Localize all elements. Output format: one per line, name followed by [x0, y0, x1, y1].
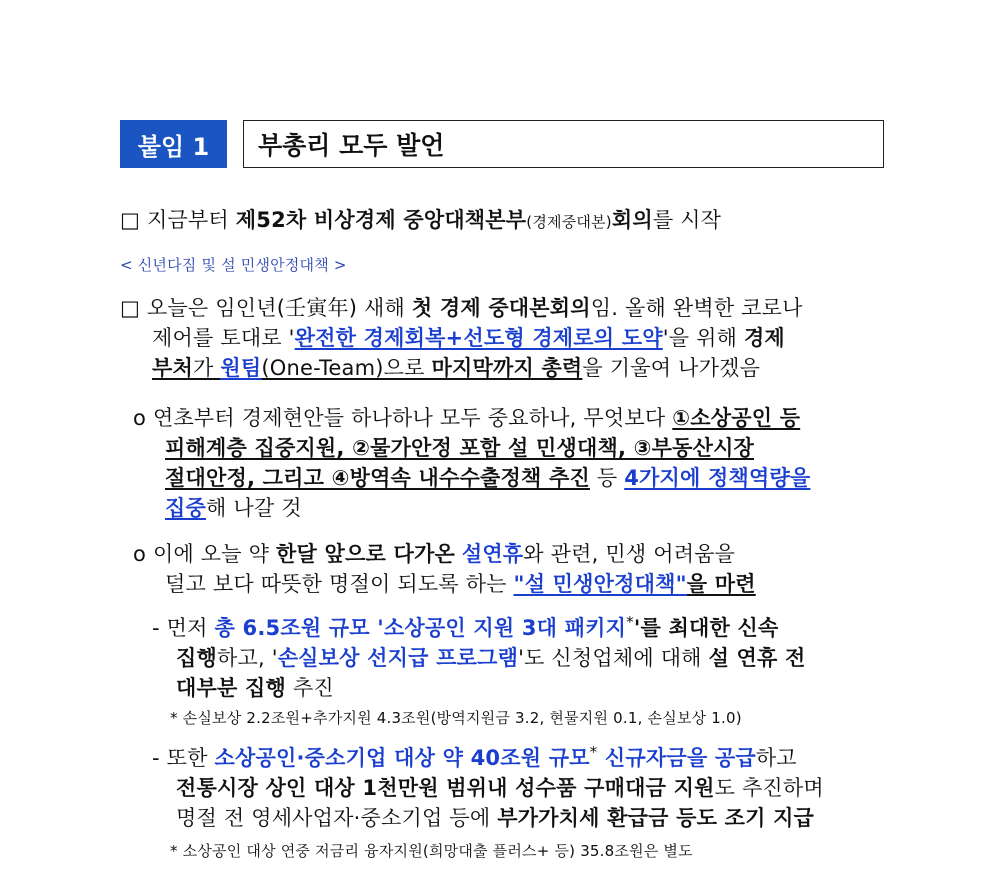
paragraph-2-line-3: 절대안정, 그리고 ④방역속 내수수출정책 추진 등 4가지에 정책역량을	[165, 466, 811, 490]
paragraph-2-line-4: 집중해 나갈 것	[165, 496, 302, 520]
dash-1-line-1: - 먼저 총 6.5조원 규모 '소상공인 지원 3대 패키지*'를 최대한 신속	[152, 613, 779, 640]
paragraph-2-line-1: o 연초부터 경제현안들 하나하나 모두 중요하나, 무엇보다 ①소상공인 등	[133, 406, 801, 430]
paragraph-opening: □ 지금부터 제52차 비상경제 중앙대책본부(경제중대본)회의를 시작	[120, 208, 722, 232]
paragraph-3-line-1: o 이에 오늘 약 한달 앞으로 다가온 설연휴와 관련, 민생 어려움을	[133, 542, 736, 566]
dash-icon: -	[152, 616, 160, 640]
paragraph-3-line-2: 덜고 보다 따뜻한 명절이 되도록 하는 "설 민생안정대책"을 마련	[165, 572, 756, 596]
dash-1-line-2: 집행하고, '손실보상 선지급 프로그램'도 신청업체에 대해 설 연휴 전	[176, 646, 806, 670]
dash-2-line-3: 명절 전 영세사업자·중소기업 등에 부가가치세 환급금 등도 조기 지급	[176, 806, 815, 830]
dash-1-note: * 손실보상 2.2조원+추가지원 4.3조원(방역지원금 3.2, 현물지원 0.1, 손실보상 1.0)	[170, 709, 742, 727]
dash-2-line-1: - 또한 소상공인·중소기업 대상 약 40조원 규모* 신규자금을 공급하고	[152, 743, 797, 770]
dash-2-note: * 소상공인 대상 연중 저금리 융자지원(희망대출 플러스+ 등) 35.8조원은 별도	[170, 842, 693, 860]
dash-icon: -	[152, 746, 160, 770]
attachment-tag: 붙임 1	[120, 120, 227, 168]
paragraph-1-line-2: 제어를 토대로 '완전한 경제회복+선도형 경제로의 도약'을 위해 경제	[152, 326, 785, 350]
bullet-icon: o	[133, 542, 147, 566]
subtitle: < 신년다짐 및 설 민생안정대책 >	[120, 256, 347, 274]
paragraph-1-line-3: 부처가 원팀(One-Team)으로 마지막까지 총력을 기울여 나가겠음	[152, 356, 761, 380]
paragraph-1-line-1: □ 오늘은 임인년(壬寅年) 새해 첫 경제 중대본회의임. 올해 완벽한 코로나	[120, 296, 803, 320]
bullet-icon: o	[133, 406, 147, 430]
title-row	[120, 120, 884, 170]
dash-2-line-2: 전통시장 상인 대상 1천만원 범위내 성수품 구매대금 지원도 추진하며	[176, 776, 824, 800]
paragraph-2-line-2: 피해계층 집중지원, ②물가안정 포함 설 민생대책, ③부동산시장	[165, 436, 755, 460]
checkbox-icon: □	[120, 296, 141, 320]
page-title: 부총리 모두 발언	[243, 120, 884, 168]
checkbox-icon: □	[120, 208, 141, 232]
dash-1-line-3: 대부분 집행 추진	[176, 676, 334, 700]
